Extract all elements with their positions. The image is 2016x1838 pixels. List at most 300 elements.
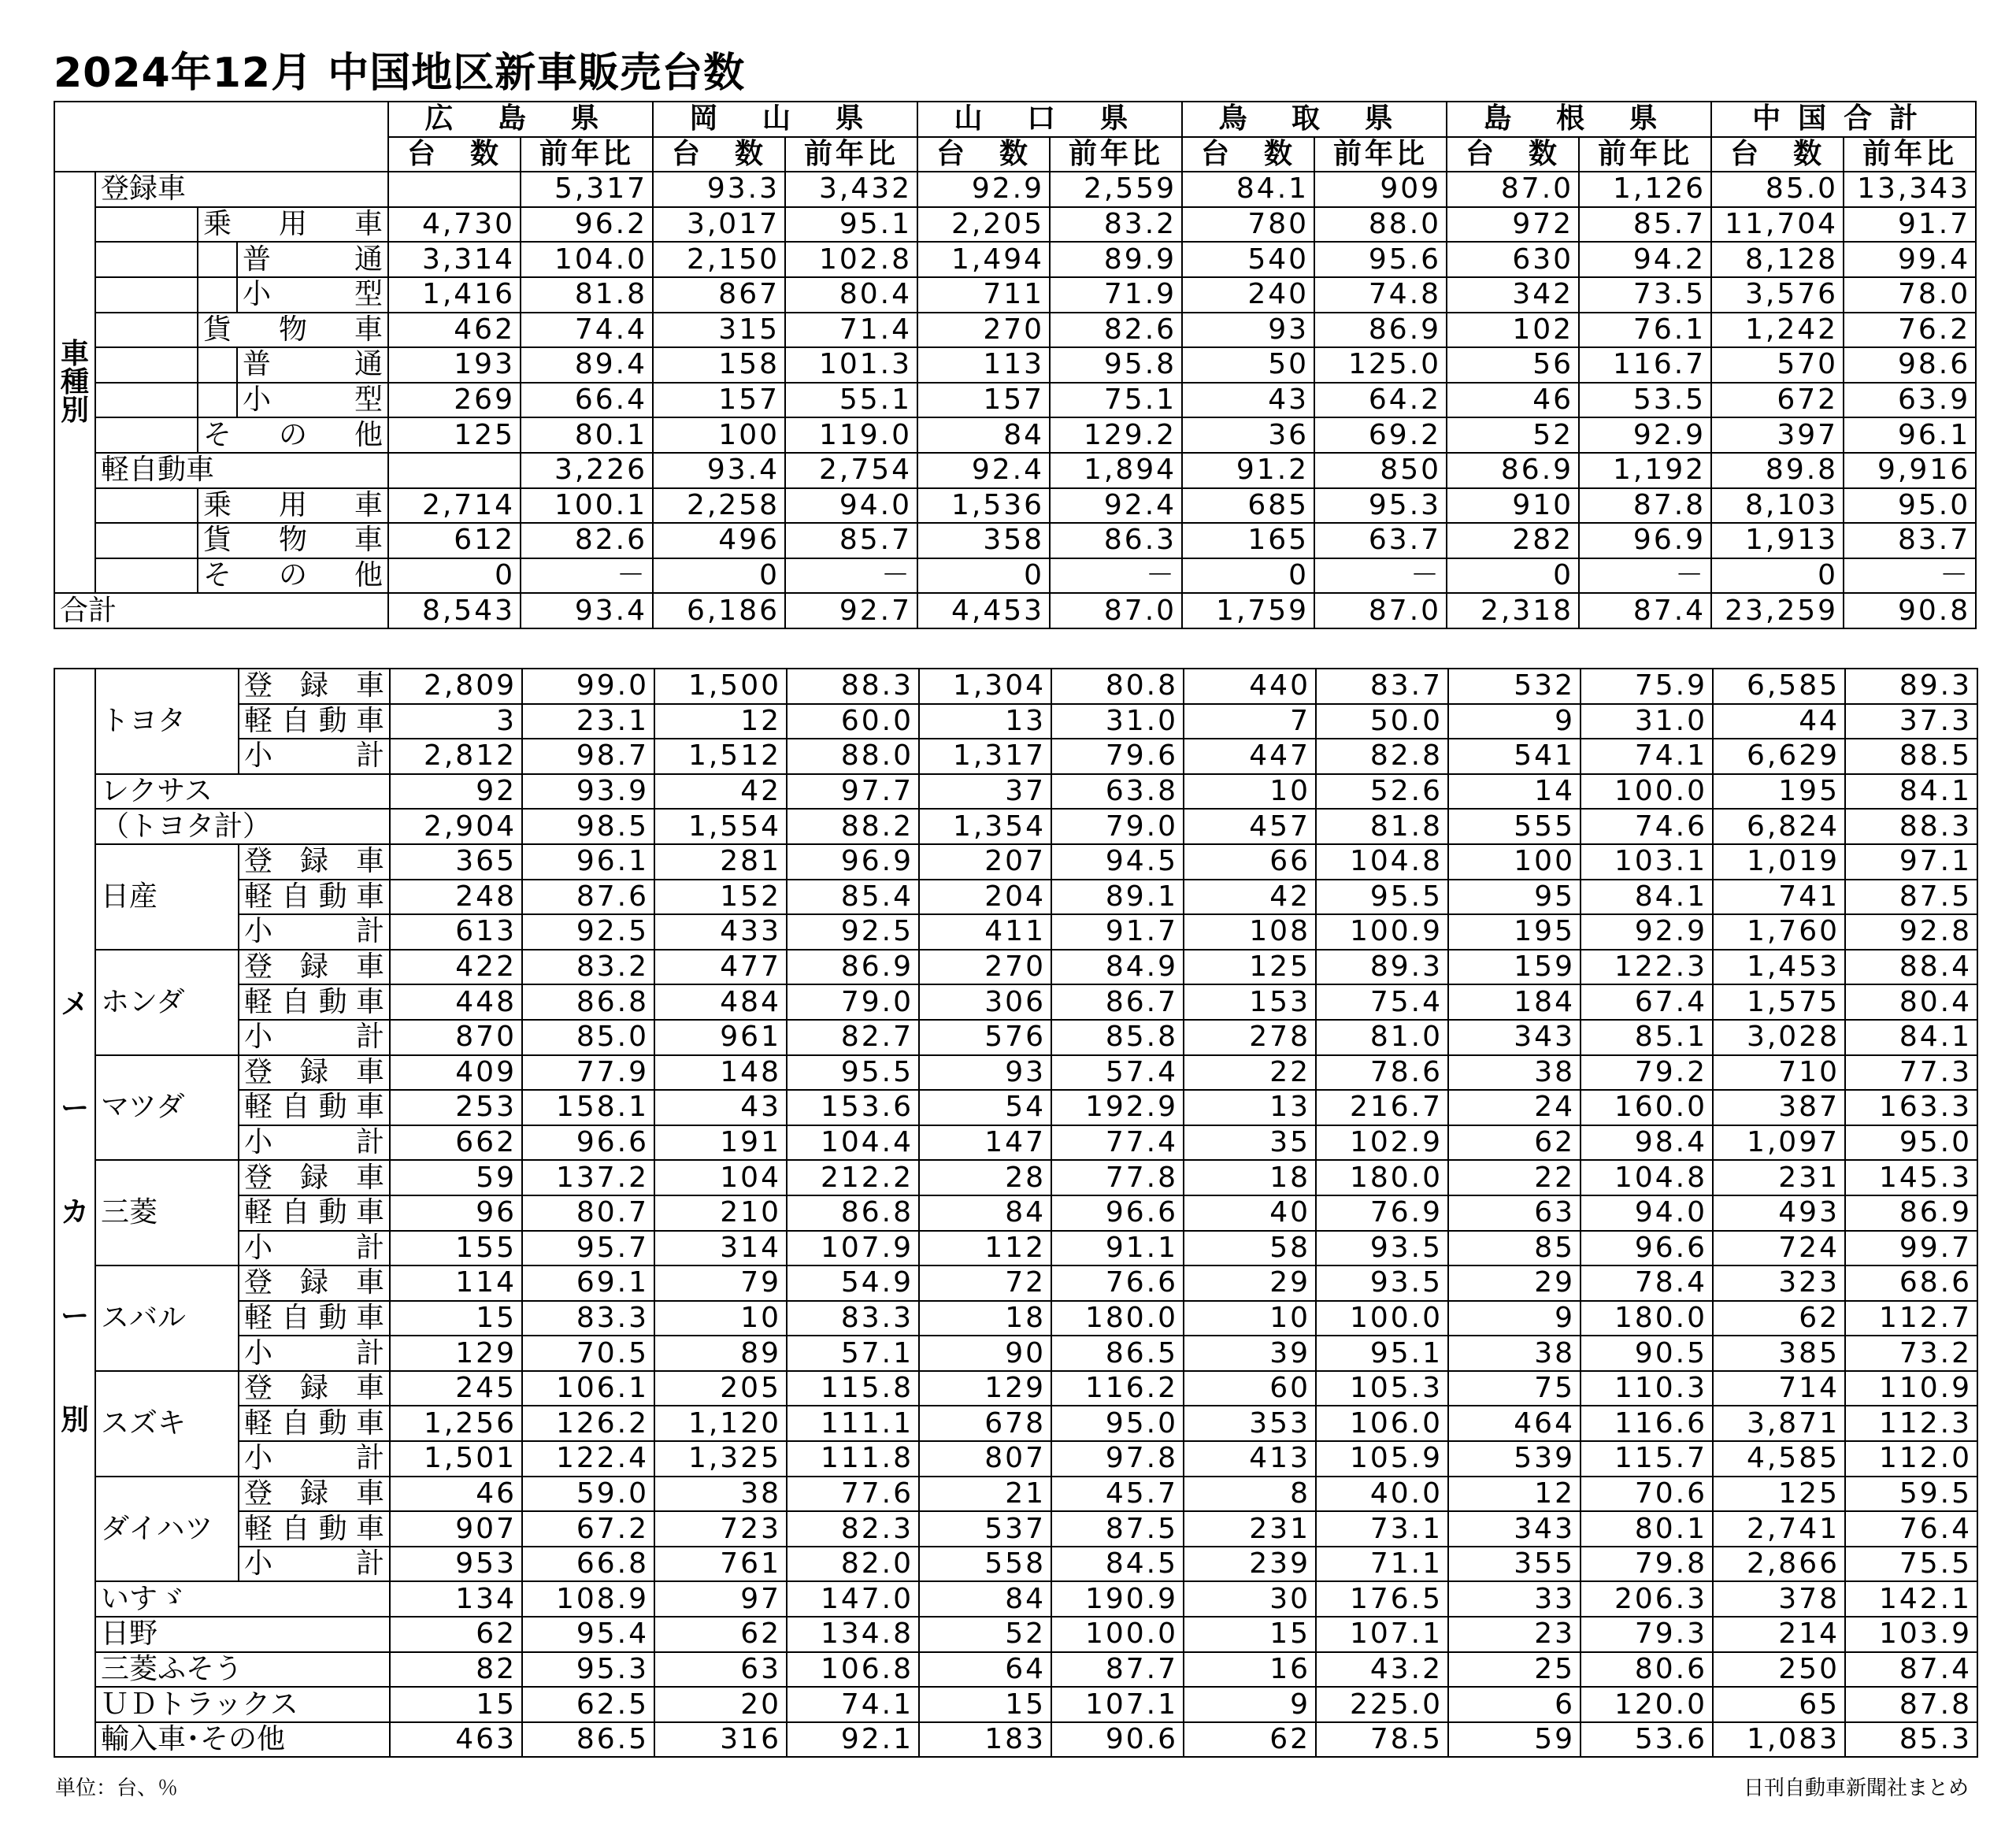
ratio-cell: 75.4 bbox=[1316, 984, 1448, 1020]
ratio-cell: 90.6 bbox=[1051, 1722, 1184, 1758]
units-cell: 612 bbox=[388, 523, 521, 558]
units-cell: 102 bbox=[1447, 313, 1579, 348]
units-cell: 9,916 bbox=[1844, 453, 1976, 488]
units-header: 台 数 bbox=[653, 137, 785, 172]
ratio-cell: 83.2 bbox=[1050, 207, 1182, 243]
units-cell: 576 bbox=[919, 1020, 1051, 1055]
row-label: そ の 他 bbox=[198, 558, 388, 594]
ratio-cell: 92.8 bbox=[1845, 914, 1977, 950]
maker-name: トヨタ bbox=[95, 669, 239, 774]
ratio-cell: 88.0 bbox=[787, 739, 919, 774]
units-cell: 953 bbox=[390, 1547, 522, 1582]
units-cell: 378 bbox=[1713, 1581, 1845, 1617]
units-cell: 24 bbox=[1448, 1090, 1581, 1125]
section-label-char: メ bbox=[60, 988, 89, 1021]
table-row bbox=[54, 347, 1976, 383]
ratio-cell: 86.5 bbox=[522, 1722, 654, 1758]
ratio-cell: 45.7 bbox=[1051, 1477, 1184, 1512]
ratio-cell: 100.0 bbox=[1581, 774, 1713, 810]
ratio-cell: 129.2 bbox=[1050, 417, 1182, 453]
units-cell: 10 bbox=[654, 1301, 787, 1336]
units-cell: 365 bbox=[390, 844, 522, 880]
ratio-cell: 95.6 bbox=[1314, 242, 1447, 277]
section-label-char: 別 bbox=[60, 394, 89, 427]
ratio-cell: 83.2 bbox=[522, 950, 654, 985]
units-cell: 1,019 bbox=[1713, 844, 1845, 880]
units-cell: 114 bbox=[390, 1265, 522, 1301]
table-row bbox=[54, 1231, 1977, 1266]
row-label-blank bbox=[388, 172, 521, 207]
units-cell: 323 bbox=[1713, 1265, 1845, 1301]
units-cell: 2,714 bbox=[388, 488, 521, 524]
ratio-cell: － bbox=[1050, 558, 1182, 594]
ratio-cell: 92.4 bbox=[1050, 488, 1182, 524]
units-cell: 15 bbox=[919, 1687, 1051, 1722]
units-cell: 1,453 bbox=[1713, 950, 1845, 985]
ratio-cell: 89.4 bbox=[521, 347, 653, 383]
units-cell: 440 bbox=[1184, 669, 1316, 704]
units-cell: 1,536 bbox=[917, 488, 1050, 524]
section-label-vehicle-type bbox=[54, 172, 95, 593]
units-cell: 281 bbox=[654, 844, 787, 880]
units-cell: 711 bbox=[917, 277, 1050, 313]
ratio-cell: 71.9 bbox=[1050, 277, 1182, 313]
units-cell: 10 bbox=[1184, 774, 1316, 810]
table-row bbox=[54, 1547, 1977, 1582]
units-cell: 1,494 bbox=[917, 242, 1050, 277]
maker-sub-label: 軽自動車 bbox=[239, 1090, 390, 1125]
prefecture-header: 広 島 県 bbox=[388, 102, 653, 137]
ratio-cell: － bbox=[1314, 558, 1447, 594]
ratio-cell: 160.0 bbox=[1581, 1090, 1713, 1125]
ratio-cell: 95.0 bbox=[1845, 1125, 1977, 1161]
units-cell: 54 bbox=[919, 1090, 1051, 1125]
ratio-cell: 78.6 bbox=[1316, 1055, 1448, 1091]
ratio-cell: 59.5 bbox=[1845, 1477, 1977, 1512]
ratio-cell: 55.1 bbox=[785, 383, 917, 418]
ratio-cell: 110.9 bbox=[1845, 1371, 1977, 1406]
ratio-cell: 84.1 bbox=[1581, 880, 1713, 915]
units-cell: 433 bbox=[654, 914, 787, 950]
ratio-cell: 91.1 bbox=[1051, 1231, 1184, 1266]
ratio-cell: 92.7 bbox=[785, 593, 917, 628]
ratio-cell: 86.7 bbox=[1051, 984, 1184, 1020]
ratio-cell: 95.4 bbox=[522, 1617, 654, 1652]
units-cell: 2,754 bbox=[785, 453, 917, 488]
ratio-cell: 90.8 bbox=[1844, 593, 1976, 628]
ratio-cell: 64.2 bbox=[1314, 383, 1447, 418]
ratio-cell: 85.7 bbox=[1579, 207, 1711, 243]
units-cell: 1,894 bbox=[1050, 453, 1182, 488]
units-cell: 3,028 bbox=[1713, 1020, 1845, 1055]
ratio-cell: 100.9 bbox=[1316, 914, 1448, 950]
maker-name: 輸入車･その他 bbox=[95, 1722, 390, 1758]
ratio-cell: 86.9 bbox=[787, 950, 919, 985]
units-cell: 231 bbox=[1713, 1160, 1845, 1195]
units-cell: 95 bbox=[1448, 880, 1581, 915]
table-row bbox=[54, 844, 1977, 880]
units-cell: 63 bbox=[654, 1652, 787, 1688]
ratio-cell: 67.2 bbox=[522, 1511, 654, 1547]
ratio-cell: 23.1 bbox=[522, 704, 654, 739]
units-cell: 84 bbox=[919, 1195, 1051, 1231]
units-cell: 12 bbox=[1448, 1477, 1581, 1512]
maker-sub-label: 軽自動車 bbox=[239, 1406, 390, 1441]
table-row bbox=[54, 1020, 1977, 1055]
ratio-cell: 70.5 bbox=[522, 1336, 654, 1371]
ratio-cell: 98.7 bbox=[522, 739, 654, 774]
units-cell: 214 bbox=[1713, 1617, 1845, 1652]
table-row bbox=[54, 1265, 1977, 1301]
ratio-cell: 100.1 bbox=[521, 488, 653, 524]
ratio-cell: 92.5 bbox=[787, 914, 919, 950]
units-cell: 159 bbox=[1448, 950, 1581, 985]
units-cell: 165 bbox=[1182, 523, 1314, 558]
maker-sub-label: 登 録 車 bbox=[239, 1055, 390, 1091]
units-cell: 84 bbox=[917, 417, 1050, 453]
table-row bbox=[54, 950, 1977, 985]
units-cell: 231 bbox=[1184, 1511, 1316, 1547]
section-label-char: カ bbox=[60, 1196, 89, 1229]
units-cell: 40 bbox=[1184, 1195, 1316, 1231]
units-cell: 25 bbox=[1448, 1652, 1581, 1688]
ratio-cell: 93.4 bbox=[521, 593, 653, 628]
units-cell: 29 bbox=[1448, 1265, 1581, 1301]
table-row bbox=[54, 880, 1977, 915]
maker-sub-label: 軽自動車 bbox=[239, 704, 390, 739]
units-cell: 46 bbox=[1447, 383, 1579, 418]
table-row bbox=[54, 809, 1977, 844]
ratio-cell: 73.2 bbox=[1845, 1336, 1977, 1371]
units-cell: 484 bbox=[654, 984, 787, 1020]
ratio-cell: 87.4 bbox=[1579, 593, 1711, 628]
units-cell: 153 bbox=[1184, 984, 1316, 1020]
units-cell: 2,205 bbox=[917, 207, 1050, 243]
ratio-cell: 84.1 bbox=[1845, 1020, 1977, 1055]
ratio-cell: 95.0 bbox=[1051, 1406, 1184, 1441]
units-cell: 2,741 bbox=[1713, 1511, 1845, 1547]
units-cell: 63 bbox=[1448, 1195, 1581, 1231]
ratio-cell: 80.7 bbox=[522, 1195, 654, 1231]
ratio-cell: 31.0 bbox=[1051, 704, 1184, 739]
ratio-cell: 116.7 bbox=[1579, 347, 1711, 383]
units-cell: 59 bbox=[390, 1160, 522, 1195]
ratio-cell: 104.0 bbox=[521, 242, 653, 277]
ratio-cell: 94.5 bbox=[1051, 844, 1184, 880]
ratio-cell: 206.3 bbox=[1581, 1581, 1713, 1617]
ratio-header: 前年比 bbox=[785, 137, 917, 172]
ratio-cell: 92.9 bbox=[1579, 417, 1711, 453]
maker-sub-label: 小 計 bbox=[239, 914, 390, 950]
units-header: 台 数 bbox=[1182, 137, 1314, 172]
row-label: 貨 物 車 bbox=[198, 523, 388, 558]
units-cell: 3 bbox=[390, 704, 522, 739]
table-row bbox=[54, 523, 1976, 558]
units-cell: 155 bbox=[390, 1231, 522, 1266]
units-cell: 6 bbox=[1448, 1687, 1581, 1722]
ratio-cell: 80.4 bbox=[785, 277, 917, 313]
units-cell: 37 bbox=[919, 774, 1051, 810]
ratio-cell: 82.6 bbox=[1050, 313, 1182, 348]
units-cell: 2,809 bbox=[390, 669, 522, 704]
ratio-cell: 91.2 bbox=[1182, 453, 1314, 488]
units-cell: 29 bbox=[1184, 1265, 1316, 1301]
row-indent bbox=[198, 242, 237, 277]
table-row bbox=[54, 669, 1977, 704]
row-label: 小 型 bbox=[237, 383, 388, 418]
vehicle-type-table bbox=[54, 101, 1977, 629]
ratio-cell: 50.0 bbox=[1316, 704, 1448, 739]
ratio-cell: 85.7 bbox=[785, 523, 917, 558]
ratio-cell: 145.3 bbox=[1845, 1160, 1977, 1195]
units-cell: 158 bbox=[653, 347, 785, 383]
ratio-cell: 87.6 bbox=[522, 880, 654, 915]
ratio-cell: 77.9 bbox=[522, 1055, 654, 1091]
units-cell: 35 bbox=[1184, 1125, 1316, 1161]
units-cell: 157 bbox=[653, 383, 785, 418]
units-cell: 104 bbox=[654, 1160, 787, 1195]
ratio-cell: 79.6 bbox=[1051, 739, 1184, 774]
ratio-cell: 106.0 bbox=[1316, 1406, 1448, 1441]
units-cell: 183 bbox=[919, 1722, 1051, 1758]
ratio-cell: 112.0 bbox=[1845, 1441, 1977, 1477]
units-cell: 46 bbox=[390, 1477, 522, 1512]
ratio-cell: 104.4 bbox=[787, 1125, 919, 1161]
ratio-cell: 86.9 bbox=[1447, 453, 1579, 488]
units-cell: 96 bbox=[390, 1195, 522, 1231]
units-cell: 1,304 bbox=[919, 669, 1051, 704]
units-cell: 134 bbox=[390, 1581, 522, 1617]
ratio-cell: 43.2 bbox=[1316, 1652, 1448, 1688]
ratio-cell: 53.5 bbox=[1579, 383, 1711, 418]
units-cell: 270 bbox=[919, 950, 1051, 985]
ratio-cell: 87.0 bbox=[1447, 172, 1579, 207]
row-indent bbox=[198, 347, 237, 383]
units-cell: 269 bbox=[388, 383, 521, 418]
row-label: 普 通 bbox=[237, 347, 388, 383]
ratio-cell: 111.1 bbox=[787, 1406, 919, 1441]
ratio-cell: 97.1 bbox=[1845, 844, 1977, 880]
units-cell: 409 bbox=[390, 1055, 522, 1091]
ratio-cell: 94.2 bbox=[1579, 242, 1711, 277]
table-row bbox=[54, 1090, 1977, 1125]
ratio-cell: 95.5 bbox=[1316, 880, 1448, 915]
units-cell: 15 bbox=[1184, 1617, 1316, 1652]
ratio-cell: 116.2 bbox=[1051, 1371, 1184, 1406]
ratio-cell: 63.9 bbox=[1844, 383, 1976, 418]
ratio-cell: 68.6 bbox=[1845, 1265, 1977, 1301]
ratio-cell: 89.8 bbox=[1711, 453, 1844, 488]
ratio-cell: 85.3 bbox=[1845, 1722, 1977, 1758]
ratio-cell: 75.1 bbox=[1050, 383, 1182, 418]
units-cell: 411 bbox=[919, 914, 1051, 950]
units-cell: 397 bbox=[1711, 417, 1844, 453]
row-label: 小 型 bbox=[237, 277, 388, 313]
units-cell: 38 bbox=[654, 1477, 787, 1512]
units-cell: 1,760 bbox=[1713, 914, 1845, 950]
ratio-cell: 88.3 bbox=[787, 669, 919, 704]
ratio-cell: 54.9 bbox=[787, 1265, 919, 1301]
ratio-cell: 88.4 bbox=[1845, 950, 1977, 985]
ratio-cell: 225.0 bbox=[1316, 1687, 1448, 1722]
table-row bbox=[54, 1125, 1977, 1161]
ratio-cell: 91.7 bbox=[1051, 914, 1184, 950]
ratio-cell: 96.2 bbox=[521, 207, 653, 243]
units-cell: 62 bbox=[1184, 1722, 1316, 1758]
ratio-cell: 82.6 bbox=[521, 523, 653, 558]
units-cell: 245 bbox=[390, 1371, 522, 1406]
units-cell: 30 bbox=[1184, 1581, 1316, 1617]
ratio-cell: 126.2 bbox=[522, 1406, 654, 1441]
units-cell: 270 bbox=[917, 313, 1050, 348]
units-cell: 72 bbox=[919, 1265, 1051, 1301]
units-cell: 555 bbox=[1448, 809, 1581, 844]
row-label: そ の 他 bbox=[198, 417, 388, 453]
units-cell: 3,017 bbox=[653, 207, 785, 243]
ratio-cell: 57.1 bbox=[787, 1336, 919, 1371]
units-cell: 9 bbox=[1448, 1301, 1581, 1336]
ratio-cell: 153.6 bbox=[787, 1090, 919, 1125]
ratio-cell: 85.1 bbox=[1581, 1020, 1713, 1055]
ratio-cell: 92.5 bbox=[522, 914, 654, 950]
ratio-cell: 147.0 bbox=[787, 1581, 919, 1617]
units-cell: 12 bbox=[654, 704, 787, 739]
ratio-cell: 87.8 bbox=[1845, 1687, 1977, 1722]
units-cell: 16 bbox=[1184, 1652, 1316, 1688]
ratio-cell: 93.4 bbox=[653, 453, 785, 488]
table-row bbox=[54, 1055, 1977, 1091]
ratio-cell: 101.3 bbox=[785, 347, 917, 383]
units-cell: 22 bbox=[1448, 1160, 1581, 1195]
units-cell: 1,354 bbox=[919, 809, 1051, 844]
maker-sub-label: 登 録 車 bbox=[239, 1265, 390, 1301]
units-cell: 52 bbox=[919, 1617, 1051, 1652]
table-row bbox=[54, 207, 1976, 243]
units-cell: 4,730 bbox=[388, 207, 521, 243]
maker-name: 日産 bbox=[95, 844, 239, 950]
units-cell: 36 bbox=[1182, 417, 1314, 453]
row-label-blank bbox=[388, 453, 521, 488]
ratio-cell: 69.1 bbox=[522, 1265, 654, 1301]
units-cell: 422 bbox=[390, 950, 522, 985]
ratio-cell: 87.0 bbox=[1314, 593, 1447, 628]
units-cell: 15 bbox=[390, 1687, 522, 1722]
ratio-cell: 112.7 bbox=[1845, 1301, 1977, 1336]
units-cell: 282 bbox=[1447, 523, 1579, 558]
units-cell: 1,501 bbox=[390, 1441, 522, 1477]
ratio-cell: 78.5 bbox=[1316, 1722, 1448, 1758]
units-cell: 4,585 bbox=[1713, 1441, 1845, 1477]
ratio-cell: 180.0 bbox=[1051, 1301, 1184, 1336]
units-cell: 3,314 bbox=[388, 242, 521, 277]
ratio-cell: 84.9 bbox=[1051, 950, 1184, 985]
ratio-cell: 78.0 bbox=[1844, 277, 1976, 313]
units-cell: 62 bbox=[654, 1617, 787, 1652]
units-cell: 239 bbox=[1184, 1547, 1316, 1582]
maker-name: レクサス bbox=[95, 774, 390, 810]
units-cell: 477 bbox=[654, 950, 787, 985]
ratio-cell: 120.0 bbox=[1581, 1687, 1713, 1722]
table-row bbox=[54, 1160, 1977, 1195]
ratio-cell: 74.4 bbox=[521, 313, 653, 348]
units-cell: 18 bbox=[1184, 1160, 1316, 1195]
maker-sub-label: 小 計 bbox=[239, 1336, 390, 1371]
units-cell: 7 bbox=[1184, 704, 1316, 739]
units-cell: 0 bbox=[1711, 558, 1844, 594]
ratio-cell: 192.9 bbox=[1051, 1090, 1184, 1125]
ratio-cell: 87.8 bbox=[1579, 488, 1711, 524]
ratio-cell: 142.1 bbox=[1845, 1581, 1977, 1617]
ratio-cell: 85.0 bbox=[1711, 172, 1844, 207]
maker-sub-label: 小 計 bbox=[239, 1020, 390, 1055]
units-cell: 807 bbox=[919, 1441, 1051, 1477]
ratio-cell: 76.2 bbox=[1844, 313, 1976, 348]
prefecture-header: 山 口 県 bbox=[917, 102, 1182, 137]
table-row bbox=[54, 453, 1976, 488]
ratio-cell: 163.3 bbox=[1845, 1090, 1977, 1125]
units-cell: 207 bbox=[919, 844, 1051, 880]
units-cell: 184 bbox=[1448, 984, 1581, 1020]
ratio-cell: 105.3 bbox=[1316, 1371, 1448, 1406]
row-indent bbox=[95, 417, 198, 453]
units-cell: 39 bbox=[1184, 1336, 1316, 1371]
ratio-cell: 115.8 bbox=[787, 1371, 919, 1406]
ratio-cell: 99.4 bbox=[1844, 242, 1976, 277]
ratio-cell: 74.8 bbox=[1314, 277, 1447, 313]
units-cell: 10 bbox=[1184, 1301, 1316, 1336]
ratio-cell: 92.9 bbox=[1581, 914, 1713, 950]
units-cell: 870 bbox=[390, 1020, 522, 1055]
units-cell: 1,256 bbox=[390, 1406, 522, 1441]
table-row bbox=[54, 739, 1977, 774]
ratio-cell: 98.5 bbox=[522, 809, 654, 844]
units-cell: 8 bbox=[1184, 1477, 1316, 1512]
table-row bbox=[54, 984, 1977, 1020]
ratio-cell: 99.0 bbox=[522, 669, 654, 704]
ratio-cell: 76.9 bbox=[1316, 1195, 1448, 1231]
ratio-cell: 100.0 bbox=[1051, 1617, 1184, 1652]
ratio-cell: 94.0 bbox=[1581, 1195, 1713, 1231]
ratio-cell: 99.7 bbox=[1845, 1231, 1977, 1266]
units-cell: 464 bbox=[1448, 1406, 1581, 1441]
ratio-cell: 74.1 bbox=[1581, 739, 1713, 774]
units-cell: 3,432 bbox=[785, 172, 917, 207]
section-label-char: 種 bbox=[60, 365, 89, 398]
table-row bbox=[54, 914, 1977, 950]
row-indent bbox=[95, 347, 198, 383]
ratio-cell: 81.0 bbox=[1316, 1020, 1448, 1055]
units-cell: 1,317 bbox=[919, 739, 1051, 774]
ratio-cell: 89.3 bbox=[1845, 669, 1977, 704]
maker-name: スバル bbox=[95, 1265, 239, 1371]
units-cell: 909 bbox=[1314, 172, 1447, 207]
maker-sub-label: 登 録 車 bbox=[239, 1371, 390, 1406]
units-cell: 9 bbox=[1448, 704, 1581, 739]
row-indent bbox=[95, 488, 198, 524]
units-cell: 147 bbox=[919, 1125, 1051, 1161]
ratio-cell: 83.3 bbox=[787, 1301, 919, 1336]
ratio-cell: 119.0 bbox=[785, 417, 917, 453]
units-cell: 558 bbox=[919, 1547, 1051, 1582]
units-cell: 2,150 bbox=[653, 242, 785, 277]
ratio-cell: 87.5 bbox=[1051, 1511, 1184, 1547]
units-cell: 570 bbox=[1711, 347, 1844, 383]
ratio-cell: 81.8 bbox=[1316, 809, 1448, 844]
units-cell: 65 bbox=[1713, 1687, 1845, 1722]
maker-sub-label: 登 録 車 bbox=[239, 669, 390, 704]
ratio-cell: 80.6 bbox=[1581, 1652, 1713, 1688]
units-cell: 8,128 bbox=[1711, 242, 1844, 277]
